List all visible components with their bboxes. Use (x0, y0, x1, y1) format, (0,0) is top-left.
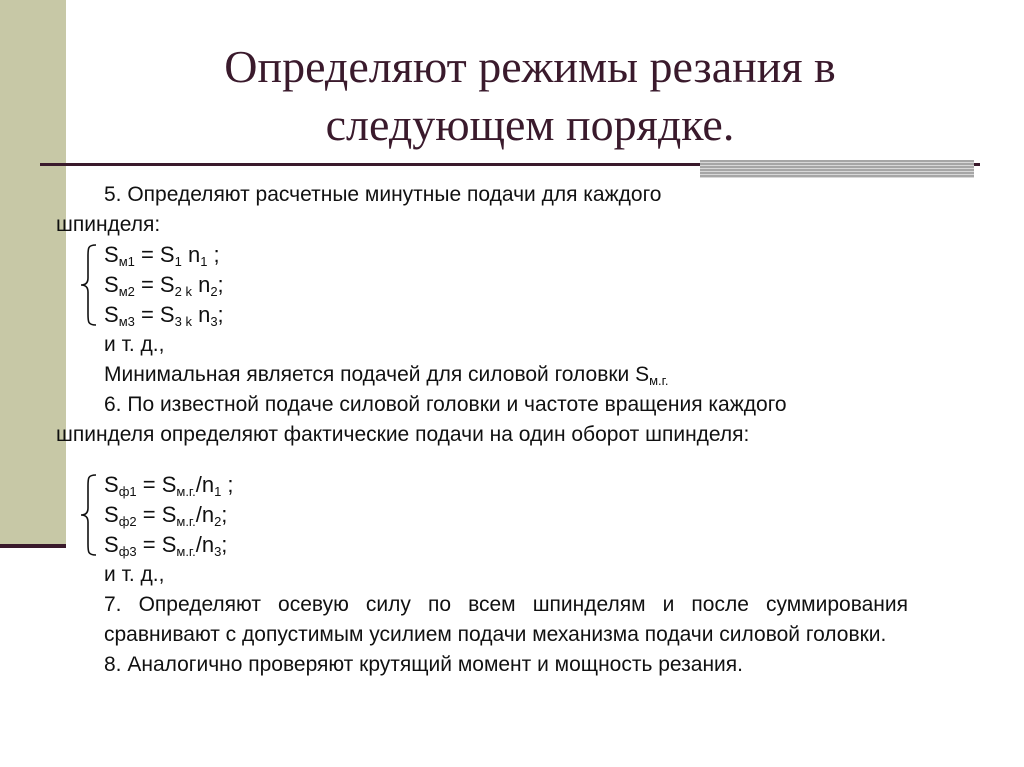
formula-part-mid-sub: 1 (214, 484, 222, 499)
slide-title (80, 38, 980, 154)
formula-part-lhs-sub: ф3 (118, 544, 137, 559)
formula-part-eq: = S (134, 242, 175, 267)
formula-part-lhs-sub: м2 (118, 284, 135, 299)
formula-part-mid: n (191, 272, 211, 297)
formula-group-2 (56, 470, 908, 560)
formula-part-rhs-sub: м.г. (176, 514, 196, 529)
formula-part-end: ; (217, 272, 224, 297)
formula-part-mid: n (181, 242, 201, 267)
feed-formula-1 (104, 240, 908, 270)
formula-part-mid-sub: 3 (210, 314, 218, 329)
formula-part-eq: = S (134, 302, 175, 327)
formula-part-mid: n (191, 302, 211, 327)
formula-part-eq: = S (136, 472, 177, 497)
formula-part-end: ; (217, 302, 224, 327)
formula-part-lhs-sub: ф1 (118, 484, 137, 499)
formula-part-lhs-sub: ф2 (118, 514, 137, 529)
step-5-line-2: шпинделя: (56, 213, 161, 236)
formula-part-rhs-sub: 1 (174, 254, 182, 269)
formula-part-mid-sub: 3 (214, 544, 222, 559)
formula-part-eq: = S (136, 532, 177, 557)
formula-part-end: ; (221, 532, 228, 557)
formula-part-lhs: S (104, 472, 119, 497)
formula-part-end: ; (207, 242, 220, 267)
step-7-text: 7. Определяют осевую силу по всем шпинделям и после суммирования сравнивают с допустимым усилием подачи механизма подачи силовой головки. (104, 593, 908, 646)
feed-formula-2 (104, 270, 908, 300)
formula-part-rhs-sub: 3 k (174, 314, 192, 329)
formula-part-rhs-sub: 2 k (174, 284, 192, 299)
title-line-1: Определяют режимы резания в (224, 41, 836, 92)
formula-group-1 (56, 240, 908, 330)
min-feed-line (56, 360, 908, 390)
formula-part-mid: /n (195, 532, 215, 557)
formula-part-lhs: S (104, 272, 119, 297)
feed-formula-3 (104, 300, 908, 330)
formula-part-lhs: S (104, 242, 119, 267)
left-brace-icon (80, 244, 98, 326)
title-underline-accent (700, 160, 974, 178)
formula-part-mid-sub: 1 (200, 254, 208, 269)
step-8: 8. Аналогично проверяют крутящий момент и мощность резания. (104, 653, 743, 676)
step-7 (56, 590, 908, 650)
etc-2: и т. д., (104, 563, 165, 586)
formula-part-lhs-sub: м1 (118, 254, 135, 269)
formula-part-lhs: S (104, 532, 119, 557)
formula-part-end: ; (221, 502, 228, 527)
formula-part-eq: = S (136, 502, 177, 527)
title-line-2: следующем порядке. (325, 99, 735, 150)
formula-part-end: ; (221, 472, 234, 497)
formula-part-eq: = S (134, 272, 175, 297)
step-5-line-1: 5. Определяют расчетные минутные подачи для каждого (104, 183, 662, 206)
formula-part-mid-sub: 2 (210, 284, 218, 299)
step-6-line-2: шпинделя определяют фактические подачи на один оборот шпинделя: (56, 423, 750, 446)
step-6-line-1: 6. По известной подаче силовой головки и частоте вращения каждого (104, 393, 787, 416)
formula-part-lhs-sub: м3 (118, 314, 135, 329)
formula-part-rhs-sub: м.г. (176, 484, 196, 499)
actual-feed-formula-2 (104, 500, 908, 530)
formula-part-rhs-sub: м.г. (176, 544, 196, 559)
slide-body-2 (56, 470, 908, 680)
etc-1: и т. д., (104, 333, 165, 356)
min-feed-subscript: м.г. (649, 373, 669, 388)
min-feed-text: Минимальная является подачей для силовой головки S (104, 363, 650, 386)
formula-part-lhs: S (104, 302, 119, 327)
formula-part-mid: /n (195, 502, 215, 527)
formula-part-mid: /n (195, 472, 215, 497)
formula-part-lhs: S (104, 502, 119, 527)
left-brace-icon (80, 474, 98, 556)
actual-feed-formula-1 (104, 470, 908, 500)
actual-feed-formula-3 (104, 530, 908, 560)
formula-part-mid-sub: 2 (214, 514, 222, 529)
slide-body (56, 180, 908, 450)
